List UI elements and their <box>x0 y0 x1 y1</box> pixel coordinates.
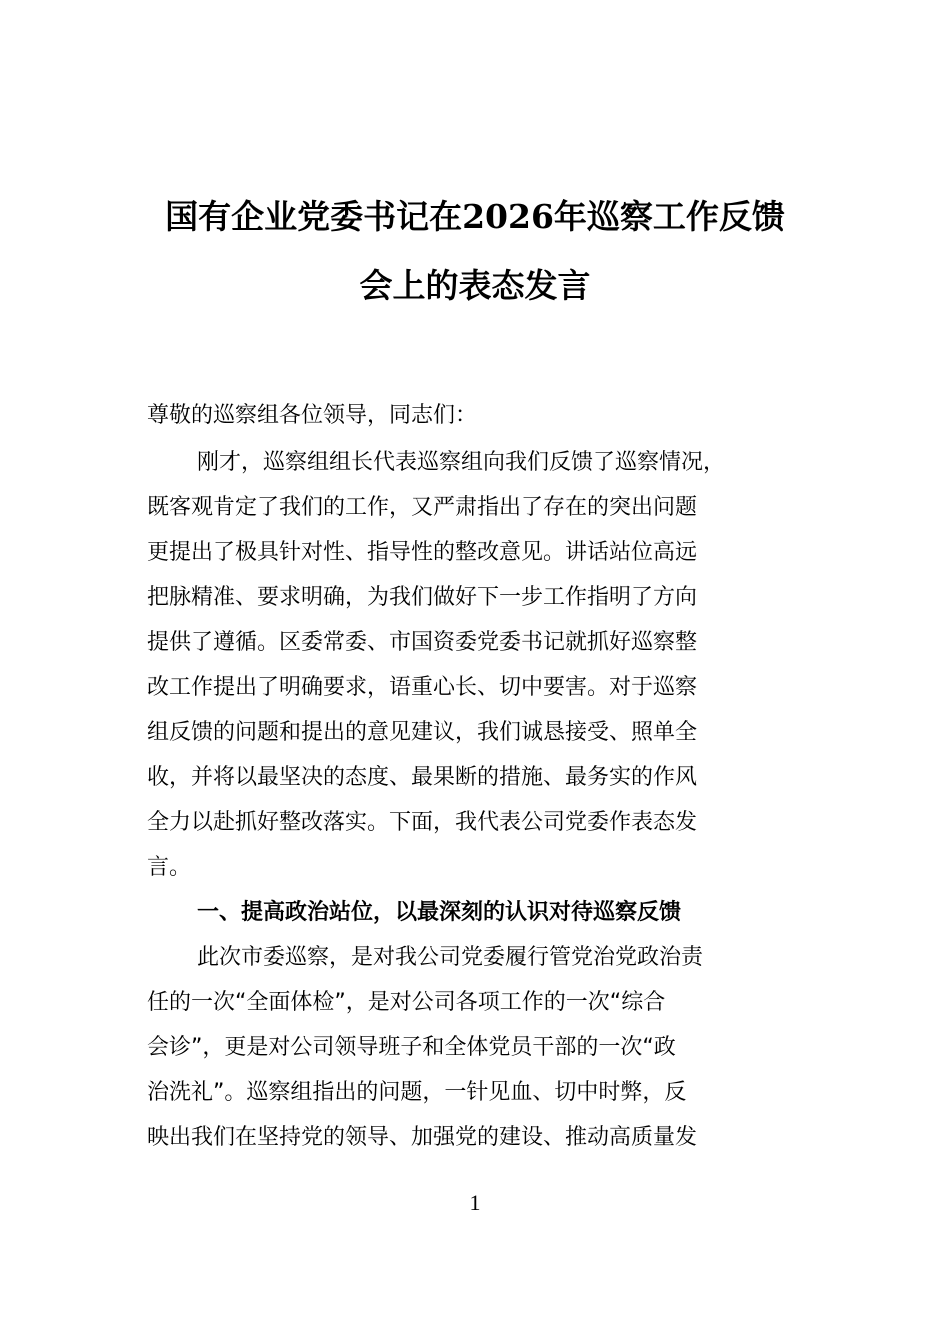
paragraph-1-line: 收，并将以最坚决的态度、最果断的措施、最务实的作风 <box>147 765 698 790</box>
paragraph-1-line: 组反馈的问题和提出的意见建议，我们诚恳接受、照单全 <box>147 720 698 745</box>
paragraph-1-line: 提供了遵循。区委常委、市国资委党委书记就抓好巡察整 <box>147 630 698 655</box>
paragraph-2-line: 此次市委巡察，是对我公司党委履行管党治党政治责 <box>197 945 704 970</box>
salutation: 尊敬的巡察组各位领导，同志们： <box>147 403 478 428</box>
document-title-line-1: 国有企业党委书记在2026年巡察工作反馈 <box>165 197 785 236</box>
paragraph-1-line: 把脉精准、要求明确，为我们做好下一步工作指明了方向 <box>147 585 698 610</box>
paragraph-1-line: 既客观肯定了我们的工作，又严肃指出了存在的突出问题 <box>147 495 698 520</box>
paragraph-1-line: 言。 <box>147 855 192 880</box>
paragraph-2-line: 任的一次“全面体检”，是对公司各项工作的一次“综合 <box>147 990 666 1015</box>
paragraph-1-line: 改工作提出了明确要求，语重心长、切中要害。对于巡察 <box>147 675 698 700</box>
paragraph-1-line: 刚才，巡察组组长代表巡察组向我们反馈了巡察情况， <box>197 450 726 475</box>
page-number: 1 <box>469 1190 481 1215</box>
section-heading: 一、提高政治站位，以最深刻的认识对待巡察反馈 <box>197 900 682 925</box>
paragraph-2-line: 治洗礼”。巡察组指出的问题，一针见血、切中时弊，反 <box>147 1080 687 1105</box>
paragraph-2-line: 会诊”，更是对公司领导班子和全体党员干部的一次“政 <box>147 1035 676 1060</box>
document-title-line-2: 会上的表态发言 <box>359 266 591 305</box>
paragraph-2-line: 映出我们在坚持党的领导、加强党的建设、推动高质量发 <box>147 1125 698 1150</box>
paragraph-1-line: 更提出了极具针对性、指导性的整改意见。讲话站位高远 <box>147 540 698 565</box>
paragraph-1-line: 全力以赴抓好整改落实。下面，我代表公司党委作表态发 <box>147 810 698 835</box>
